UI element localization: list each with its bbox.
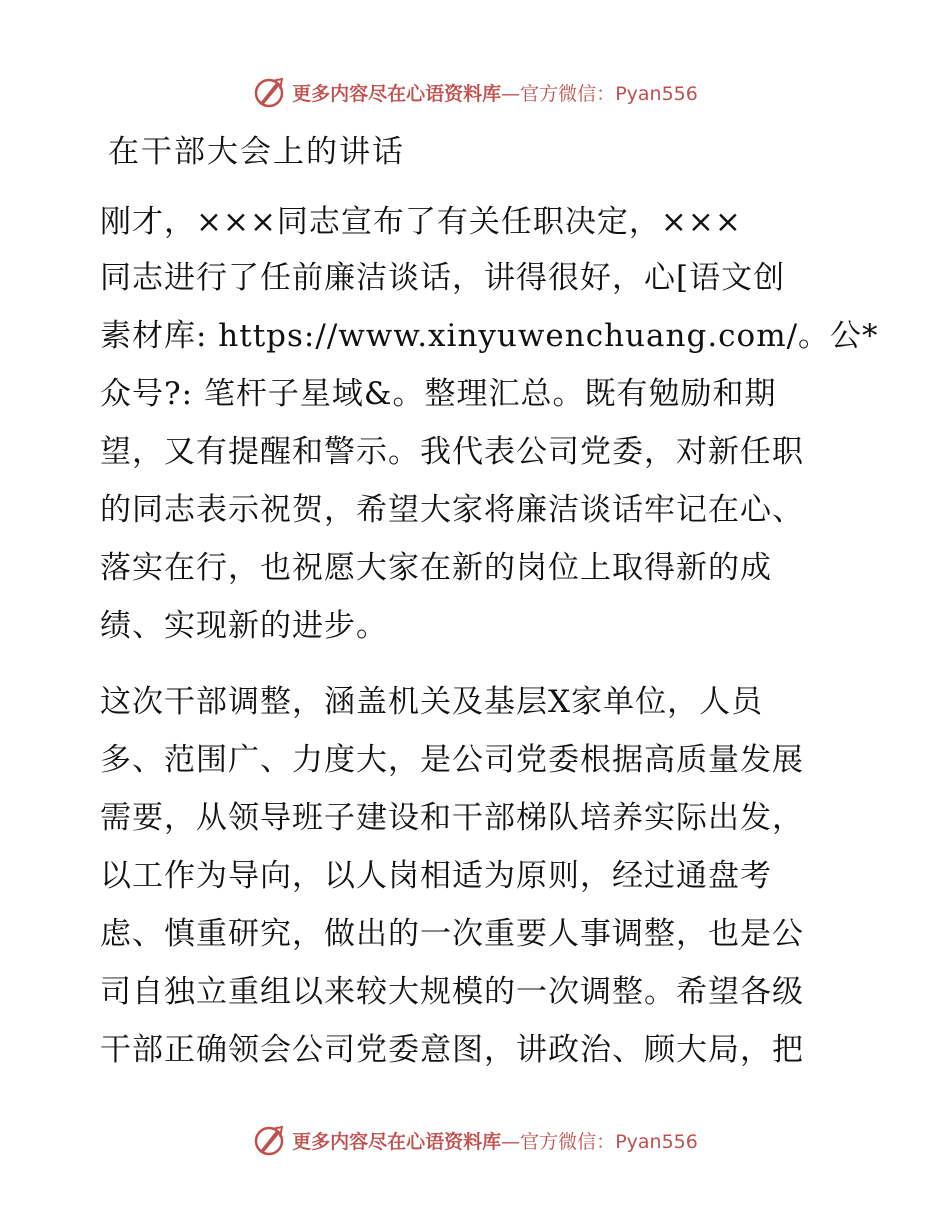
text-line: 虑、慎重研究，做出的一次重要人事调整，也是公 xyxy=(100,916,804,952)
footer-banner xyxy=(0,1120,950,1160)
quill-pen-logo-icon xyxy=(252,1123,286,1157)
text-line: 这次干部调整，涵盖机关及基层X家单位，人员 xyxy=(100,684,764,720)
text-line: 需要，从领导班子建设和干部梯队培养实际出发， xyxy=(100,800,804,836)
text-line: 绩、实现新的进步。 xyxy=(100,608,388,644)
quill-pen-logo-icon xyxy=(252,75,286,109)
text-line: 刚才，×××同志宣布了有关任职决定，××× xyxy=(100,204,742,240)
text-line: 多、范围广、力度大，是公司党委根据高质量发展 xyxy=(100,742,804,778)
text-line: 的同志表示祝贺，希望大家将廉洁谈话牢记在心、 xyxy=(100,492,804,528)
text-line: 望，又有提醒和警示。我代表公司党委，对新任职 xyxy=(100,434,804,470)
text-line: 落实在行，也祝愿大家在新的岗位上取得新的成 xyxy=(100,550,772,586)
text-line: 素材库: https://www.xinyuwenchuang.com/。公* xyxy=(100,318,879,354)
header-banner xyxy=(0,72,950,112)
text-line: 司自独立重组以来较大规模的一次调整。希望各级 xyxy=(100,974,804,1010)
page-title: 在干部大会上的讲话 xyxy=(108,134,405,170)
text-line: 众号?: 笔杆子星域&。整理汇总。既有勉励和期 xyxy=(100,376,777,412)
banner-text: 更多内容尽在心语资料库—官方微信：Pyan556 xyxy=(292,1130,698,1153)
text-line: 以工作为导向，以人岗相适为原则，经过通盘考 xyxy=(100,858,772,894)
text-line: 同志进行了任前廉洁谈话，讲得很好，心[语文创 xyxy=(100,260,786,296)
banner-text: 更多内容尽在心语资料库—官方微信：Pyan556 xyxy=(292,82,698,105)
text-line: 干部正确领会公司党委意图，讲政治、顾大局，把 xyxy=(100,1032,804,1068)
